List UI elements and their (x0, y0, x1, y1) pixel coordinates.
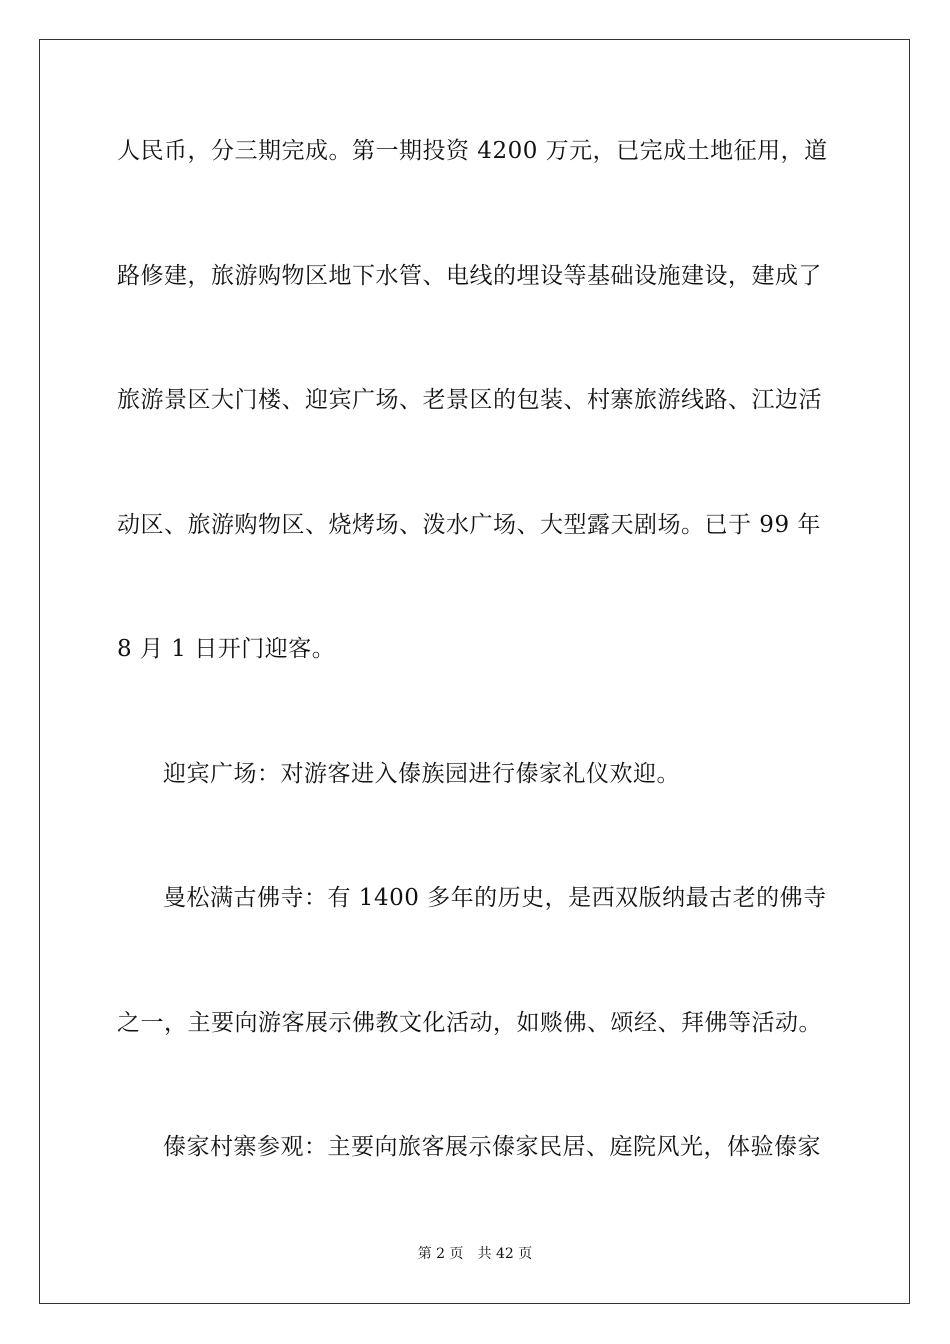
text-line-content: 旅游景区大门楼、迎宾广场、老景区的包装、村寨旅游线路、江边活 (117, 387, 822, 413)
page-total: 共 42 页 (477, 1246, 533, 1262)
text-line-content: 路修建，旅游购物区地下水管、电线的埋设等基础设施建设，建成了 (117, 263, 822, 289)
page-border (39, 39, 910, 1304)
text-line-content: 人民币，分三期完成。第一期投资 4200 万元，已完成土地征用，道 (117, 138, 828, 164)
text-line-content: 8 月 1 日开门迎客。 (117, 636, 336, 662)
page-number: 第 2 页 (417, 1246, 464, 1262)
page-footer (0, 1244, 950, 1264)
text-line-content: 之一，主要向游客展示佛教文化活动，如赕佛、颂经、拜佛等活动。 (117, 1010, 822, 1036)
text-line-content: 曼松满古佛寺：有 1400 多年的历史，是西双版纳最古老的佛寺 (163, 885, 827, 911)
text-line-content: 迎宾广场：对游客进入傣族园进行傣家礼仪欢迎。 (163, 761, 680, 787)
text-line-content: 傣家村寨参观：主要向旅客展示傣家民居、庭院风光，体验傣家 (163, 1134, 821, 1160)
text-line-content: 动区、旅游购物区、烧烤场、泼水广场、大型露天剧场。已于 99 年 (117, 512, 821, 538)
